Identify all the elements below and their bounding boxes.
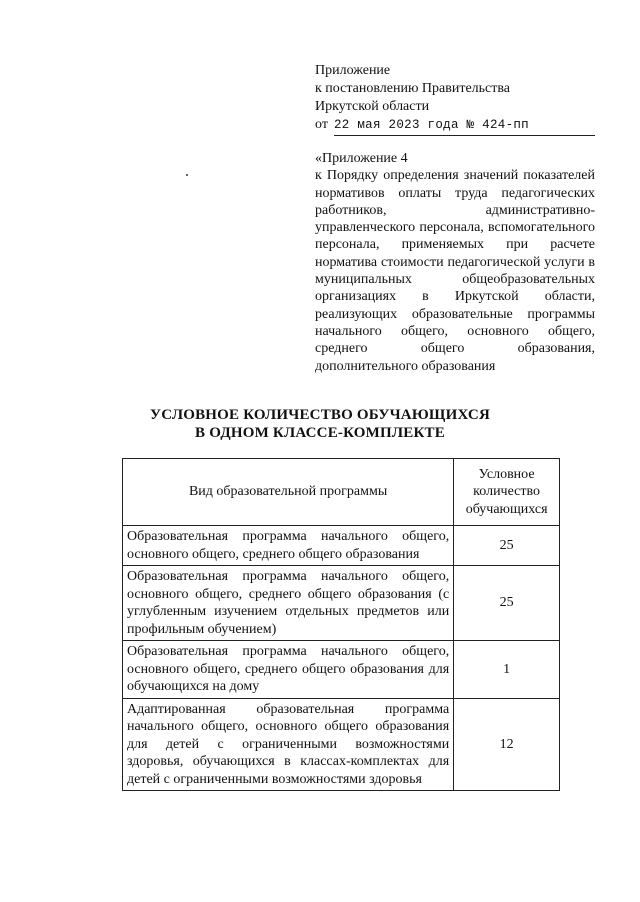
annex-body-text: к Порядку определения значений показателей нормативов оплаты труда педагогических работников, административно-управленческого персонала, вспомогательного персонала, применяемых при расчете норматива стоимости педагогической услуги в муниципальных общеобразовательных организациях в Иркутской области, реализующих образовательные программы начального общего, основного общего, среднего общего образования, дополнительного образования: [315, 168, 595, 374]
document-title-line-2: В ОДНОМ КЛАССЕ-КОМПЛЕКТЕ: [195, 425, 445, 441]
column-header-student-count: Условное количество обучающихся: [454, 459, 560, 526]
table-row: [123, 526, 560, 566]
column-header-program-type: Вид образовательной программы: [123, 459, 454, 526]
table-header-row: [123, 459, 560, 526]
header-date-line: [315, 116, 595, 136]
header-line-region: Иркутской области: [315, 99, 430, 114]
table-row: [123, 566, 560, 641]
student-count-cell: 25: [454, 526, 560, 566]
document-title-line-1: УСЛОВНОЕ КОЛИЧЕСТВО ОБУЧАЮЩИХСЯ: [149, 407, 490, 423]
approval-header: [315, 62, 595, 136]
annex-title: «Приложение 4: [315, 151, 408, 166]
program-type-cell: Образовательная программа начального общего, основного общего, среднего общего образования (с углубленным изучением отдельных предметов или профильным обучением): [123, 566, 454, 641]
student-count-cell: 1: [454, 641, 560, 699]
annex-reference-block: [315, 150, 595, 375]
student-count-table: [122, 458, 560, 791]
document-title: [0, 406, 640, 442]
header-line-resolution: к постановлению Правительства: [315, 81, 511, 96]
student-count-cell: 25: [454, 566, 560, 641]
student-count-cell: 12: [454, 698, 560, 791]
date-prefix: от: [315, 117, 328, 132]
table-row: [123, 641, 560, 699]
scan-dot-mark: [186, 174, 188, 176]
table-row: [123, 698, 560, 791]
program-type-cell: Адаптированная образовательная программа начального общего, основного общего образования для детей с ограниченными возможностями здоровья, обучающихся в классах-комплектах для детей с ограниченными возможностями здоровья: [123, 698, 454, 791]
header-line-annex: Приложение: [315, 63, 391, 78]
program-type-cell: Образовательная программа начального общего, основного общего, среднего общего образования: [123, 526, 454, 566]
program-type-cell: Образовательная программа начального общего, основного общего, среднего общего образования для обучающихся на дому: [123, 641, 454, 699]
resolution-date-number: 22 мая 2023 года № 424-пп: [334, 116, 595, 136]
